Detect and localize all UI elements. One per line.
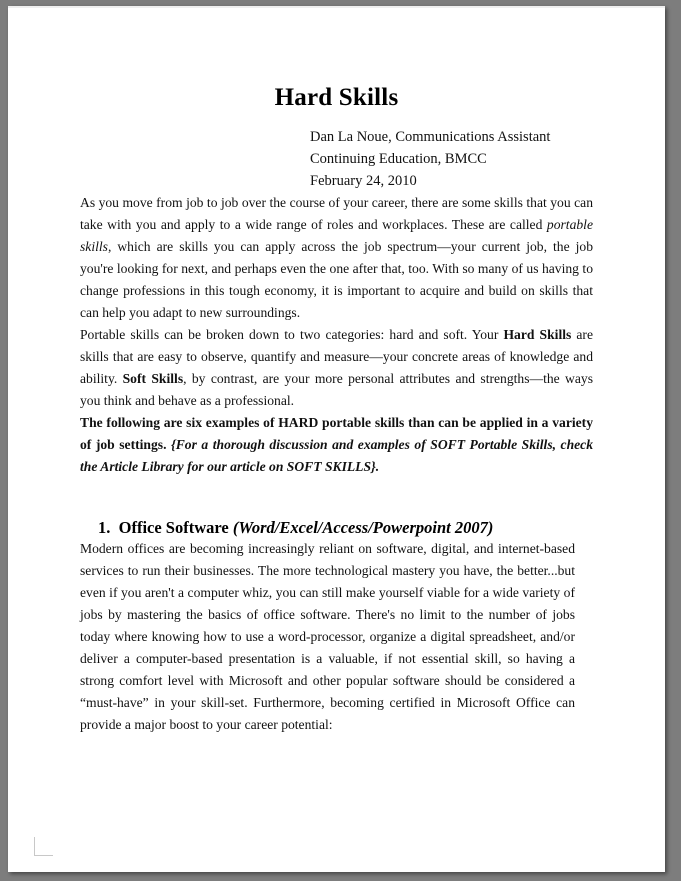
- intro-paragraph: [80, 192, 593, 324]
- intro-text-part-2: , which are skills you can apply across the job spectrum—your current job, the job you're looking for next, and perhaps even the one after that, too. With so many of us having to change professions in this tough economy, it is important to acquire and build on skills that can help you adapt to new surroundings.: [80, 239, 593, 321]
- intro-text-part-1: As you move from job to job over the course of your career, there are some skills that you can take with you and apply to a wide range of roles and workplaces. These are called: [80, 195, 593, 233]
- definitions-text-part-1: Portable skills can be broken down to two categories: hard and soft. Your: [80, 327, 504, 343]
- definitions-text-part-3: , by contrast, are your more personal attributes and strengths—the ways you think and behave as a professional.: [80, 371, 593, 409]
- section-number: 1.: [98, 518, 111, 538]
- byline-author: Dan La Noue, Communications Assistant: [310, 129, 551, 145]
- intro-italic-term: portable skills: [80, 217, 593, 255]
- byline-date: February 24, 2010: [310, 173, 417, 190]
- callout-paragraph: [80, 412, 593, 478]
- document-page: [8, 6, 665, 872]
- hard-skills-term: Hard Skills: [503, 327, 572, 343]
- document-content: [8, 6, 665, 872]
- soft-skills-term: Soft Skills: [122, 371, 184, 387]
- callout-lead-text: The following are six examples of HARD portable skills than can be applied in a variety of job settings.: [80, 415, 593, 453]
- page-corner-mark: [34, 837, 53, 856]
- byline-block: [310, 126, 593, 192]
- byline-department: Continuing Education, BMCC: [310, 151, 487, 168]
- definitions-paragraph: [80, 324, 593, 412]
- section-title: Office Software: [118, 518, 229, 538]
- section-title-detail: (Word/Excel/Access/Powerpoint 2007): [232, 518, 494, 538]
- definitions-text-part-2: are skills that are easy to observe, quantify and measure—your concrete areas of knowledge and ability.: [80, 327, 593, 387]
- section-heading-1: [98, 518, 593, 538]
- section-1-paragraph: Modern offices are becoming increasingly reliant on software, digital, and internet-based services to run their businesses. The more technological mastery you have, the better...but even if you aren't a computer whiz, you can still make yourself viable for a wide variety of jobs by mastering the basics of office software. There's no limit to the number of jobs today where knowing how to use a word-processor, organize a digital spreadsheet, and/or deliver a computer-based presentation is a valuable, if not essential skill, so having a strong comfort level with Microsoft and other popular software should be considered a “must-have” in your skill-set. Furthermore, becoming certified in Microsoft Office can provide a major boost to your career potential:: [80, 541, 575, 733]
- page-title: Hard Skills: [274, 84, 399, 111]
- callout-note-text: {For a thorough discussion and examples of SOFT Portable Skills, check the Article Library for our article on SOFT SKILLS}.: [80, 437, 593, 475]
